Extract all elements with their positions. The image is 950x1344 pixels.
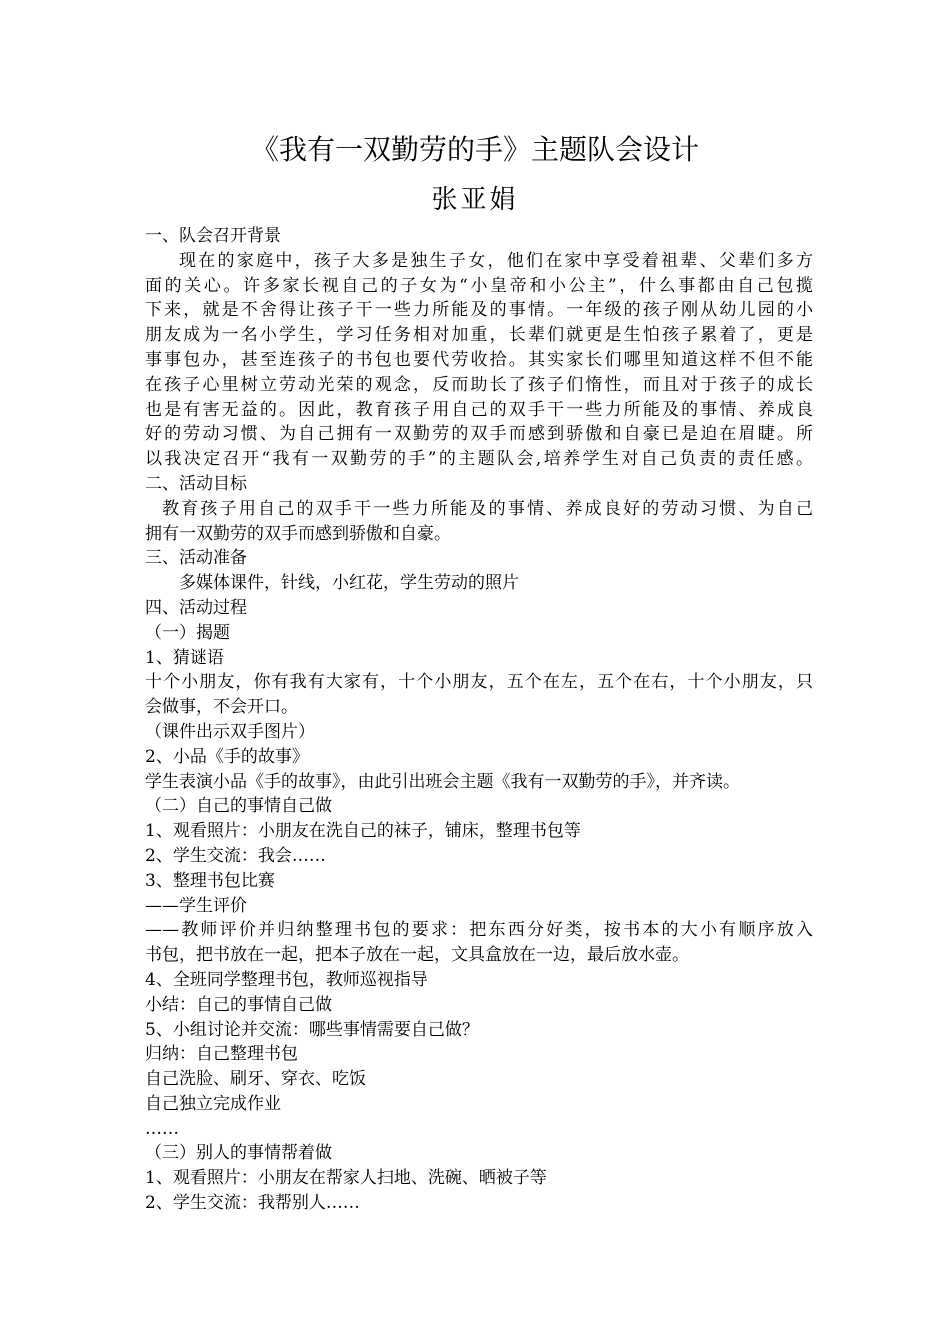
paragraph-line: 现在的家庭中，孩子大多是独生子女，他们在家中享受着祖辈、父辈们多方 [179, 250, 813, 271]
item-heading: 2、小品《手的故事》 [145, 746, 309, 767]
item-line: 4、全班同学整理书包，教师巡视指导 [145, 969, 428, 990]
author-name: 张亚娟 [431, 185, 519, 215]
section-heading: 三、活动准备 [145, 548, 247, 569]
subsection-heading: （三）别人的事情帮着做 [145, 1143, 332, 1164]
document-body [145, 224, 813, 1216]
paragraph-line: 以我决定召开“我有一双勤劳的手”的主题队会,培养学生对自己负责的责任感。 [145, 449, 813, 470]
section-heading: 四、活动过程 [145, 597, 247, 618]
subsection-heading: （二）自己的事情自己做 [145, 796, 332, 817]
paragraph-line: 事事包办，甚至连孩子的书包也要代劳收拾。其实家长们哪里知道这样不但不能 [145, 349, 813, 370]
section-heading: 二、活动目标 [145, 473, 247, 494]
item-heading: 1、猜谜语 [145, 647, 224, 668]
paragraph-line: 小结：自己的事情自己做 [145, 994, 332, 1015]
item-line: 3、整理书包比赛 [145, 870, 275, 891]
paragraph-line: （课件出示双手图片） [145, 721, 315, 742]
paragraph-line: 多媒体课件，针线，小红花，学生劳动的照片 [179, 573, 519, 594]
item-line: 1、观看照片：小朋友在洗自己的袜子，铺床，整理书包等 [145, 821, 581, 842]
item-line: 5、小组讨论并交流：哪些事情需要自己做？ [145, 1019, 479, 1040]
paragraph-line: …… [145, 1118, 179, 1139]
paragraph-line: 在孩子心里树立劳动光荣的观念，反而助长了孩子们惰性，而且对于孩子的成长 [145, 374, 813, 395]
paragraph-line: ——教师评价并归纳整理书包的要求：把东西分好类，按书本的大小有顺序放入 [145, 920, 813, 941]
paragraph-line: 自己独立完成作业 [145, 1093, 281, 1114]
paragraph-line: 也是有害无益的。因此，教育孩子用自己的双手干一些力所能及的事情、养成良 [145, 399, 813, 420]
item-line: 1、观看照片：小朋友在帮家人扫地、洗碗、晒被子等 [145, 1168, 547, 1189]
paragraph-line: 学生表演小品《手的故事》，由此引出班会主题《我有一双勤劳的手》，并齐读。 [145, 771, 740, 792]
paragraph-line: 书包，把书放在一起，把本子放在一起，文具盒放在一边，最后放水壶。 [145, 945, 689, 966]
paragraph-line: 好的劳动习惯、为自己拥有一双勤劳的双手而感到骄傲和自豪已是迫在眉睫。所 [145, 424, 813, 445]
item-line: 2、学生交流：我会…… [145, 845, 326, 866]
section-heading: 一、队会召开背景 [145, 226, 281, 246]
document-title: 《我有一双勤劳的手》主题队会设计 [250, 133, 699, 166]
paragraph-line: 面的关心。许多家长视自己的子女为“小皇帝和小公主”，什么事都由自己包揽 [145, 275, 813, 296]
paragraph-line: 拥有一双勤劳的双手而感到骄傲和自豪。 [145, 523, 451, 544]
paragraph-line: 自己洗脸、刷牙、穿衣、吃饭 [145, 1069, 366, 1090]
subsection-heading: （一）揭题 [145, 622, 230, 643]
item-line: 2、学生交流：我帮别人…… [145, 1193, 360, 1214]
paragraph-line: 十个小朋友，你有我有大家有，十个小朋友，五个在左，五个在右，十个小朋友，只 [145, 672, 813, 693]
paragraph-line: 教育孩子用自己的双手干一些力所能及的事情、养成良好的劳动习惯、为自己 [162, 498, 813, 519]
paragraph-line: 下来，就是不舍得让孩子干一些力所能及的事情。一年级的孩子刚从幼儿园的小 [145, 300, 813, 321]
paragraph-line: 朋友成为一名小学生，学习任务相对加重，长辈们就更是生怕孩子累着了，更是 [145, 325, 813, 346]
paragraph-line: ——学生评价 [145, 895, 247, 916]
paragraph-line: 会做事，不会开口。 [145, 697, 298, 718]
paragraph-line: 归纳：自己整理书包 [145, 1044, 298, 1065]
